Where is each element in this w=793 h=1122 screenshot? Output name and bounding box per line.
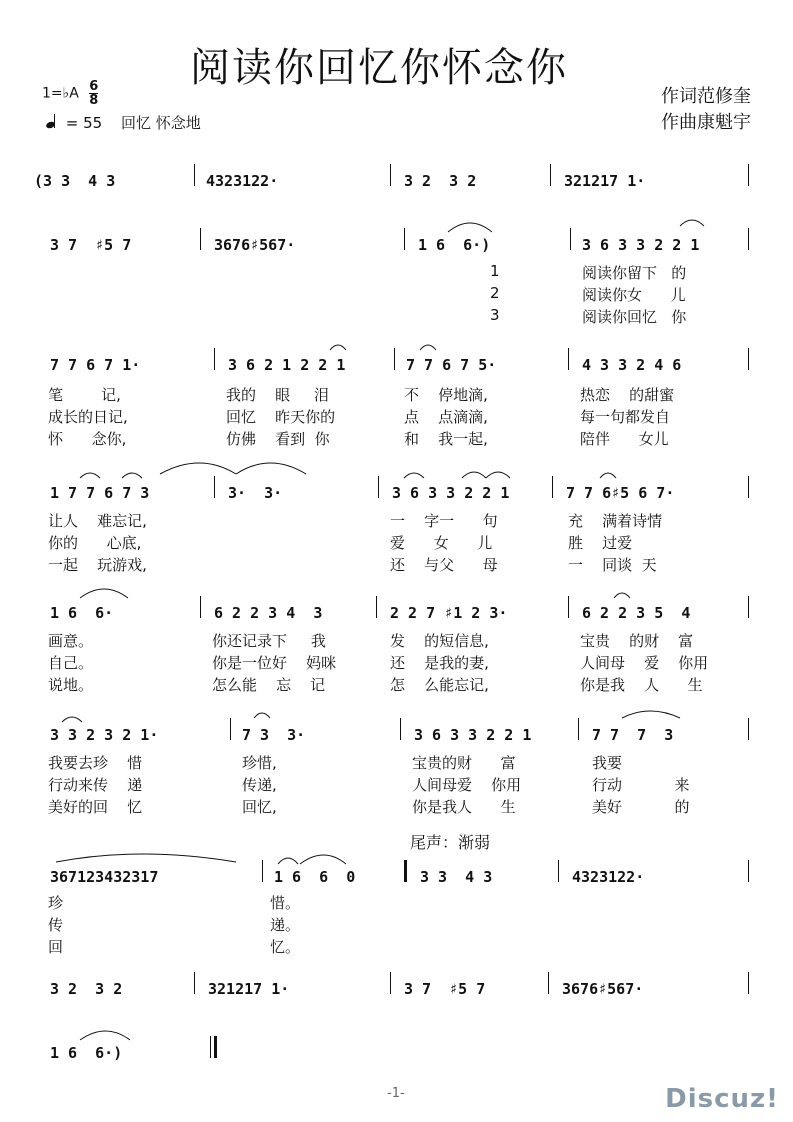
measure: 1 7 7 6 7 3 [50, 484, 150, 502]
lyric-line: 还 与父 母 [390, 556, 498, 574]
lyric-line: 成长的日记, [48, 408, 128, 426]
lyric-line: 回忆 昨天你的 [226, 408, 336, 426]
lyric-line: 递。 [270, 916, 301, 934]
key-tonic: 1=♭A [42, 85, 79, 102]
measure: 4323122· [206, 172, 279, 190]
measure: 321217 1· [208, 980, 290, 998]
lyric-line: 一 字一 句 [390, 512, 498, 530]
lyric-line: 我要去珍 惜 [48, 754, 143, 772]
lyric-line: 陪伴 女儿 [580, 430, 669, 448]
repeat-barline [404, 860, 407, 882]
lyric-line: 说地。 [48, 676, 94, 694]
lyric-line: 宝贵 的财 富 [580, 632, 694, 650]
lyric-line: 你是我人 生 [412, 798, 516, 816]
verse-number: 3 [490, 306, 500, 324]
measure: 321217 1· [564, 172, 646, 190]
watermark-logo: Discuz! [665, 1084, 779, 1114]
measure: 6 2 2 3 5 4 [582, 604, 691, 622]
measure: 1 6 6·) [418, 236, 491, 254]
lyric-line: 惜。 [270, 894, 301, 912]
lyric-line: 画意。 [48, 632, 94, 650]
lyric-line: 自己。 [48, 654, 94, 672]
measure: 3 2 3 2 [404, 172, 477, 190]
lyric-line: 传递, [242, 776, 277, 794]
measure: 3 3 4 3 [420, 868, 493, 886]
lyric-line: 和 我一起, [404, 430, 488, 448]
lyric-line: 让人 难忘记, [48, 512, 147, 530]
lyric-line: 爱 女 儿 [390, 534, 493, 552]
time-signature [89, 80, 98, 107]
lyric-line: 你的 心底, [48, 534, 142, 552]
lyric-line: 点 点滴滴, [404, 408, 488, 426]
measure: 3 7 ♯5 7 [404, 980, 486, 998]
lyric-line: 每一句都发自 [580, 408, 671, 426]
measure: 3 6 3 3 2 2 1 [582, 236, 700, 254]
verse-number: 2 [490, 284, 500, 302]
measure: 7 7 6 7 1· [50, 356, 141, 374]
lyric-line: 你是我 人 生 [580, 676, 703, 694]
measure: 1 6 6·) [50, 1044, 123, 1062]
time-signature-bottom: 8 [89, 93, 99, 108]
measure: 2 2 7 ♯1 2 3· [390, 604, 508, 622]
measure: 4323122· [572, 868, 645, 886]
verse-number: 1 [490, 262, 500, 280]
tempo-marking [46, 112, 201, 133]
measure: 1 6 6· [50, 604, 114, 622]
lyric-line: 充 满着诗情 [568, 512, 663, 530]
lyric-line: 传 [48, 916, 64, 934]
lyric-line: 宝贵的财 富 [412, 754, 516, 772]
measure: 4 3 3 2 4 6 [582, 356, 682, 374]
measure: (3 3 4 3 [34, 172, 116, 190]
measure: 1 6 6 0 [274, 868, 356, 886]
lyric-line: 阅读你女 儿 [582, 286, 686, 304]
lyric-line: 珍惜, [242, 754, 277, 772]
lyric-line: 美好 的 [592, 798, 690, 816]
lyric-line: 回忆, [242, 798, 277, 816]
composer-credit: 作曲康魁宇 [661, 112, 751, 133]
lyric-line: 怎 么能忘记, [390, 676, 489, 694]
lyric-line: 我的 眼 泪 [226, 386, 329, 404]
song-title: 阅读你回忆你怀念你 [190, 45, 568, 91]
lyric-line: 行动来传 递 [48, 776, 143, 794]
lyric-line: 胜 过爱 [568, 534, 633, 552]
coda-label: 尾声：渐弱 [410, 833, 491, 852]
lyric-line: 行动 来 [592, 776, 690, 794]
lyric-line: 仿佛 看到 你 [226, 430, 330, 448]
lyric-line: 一 同谈 天 [568, 556, 657, 574]
measure: 3676♯567· [214, 236, 296, 254]
lyric-line: 阅读你留下 的 [582, 264, 687, 282]
lyric-line: 美好的回 忆 [48, 798, 143, 816]
measure: 7 7 6 7 5· [406, 356, 497, 374]
measure: 7 3 3· [242, 726, 306, 744]
lyric-line: 不 停地滴, [404, 386, 488, 404]
measure: 3 6 3 3 2 2 1 [414, 726, 532, 744]
measure: 3 2 3 2 [50, 980, 123, 998]
lyric-line: 一起 玩游戏, [48, 556, 147, 574]
lyric-line: 人间母 爱 你用 [580, 654, 709, 672]
key-signature [42, 80, 98, 107]
measure: 3 3 2 3 2 1· [50, 726, 159, 744]
lyric-line: 笔 记, [48, 386, 121, 404]
lyric-line: 怎么能 忘 记 [212, 676, 326, 694]
lyric-line: 人间母爱 你用 [412, 776, 522, 794]
lyric-line: 忆。 [270, 938, 301, 956]
measure: 367123432317 [50, 868, 159, 886]
measure: 3676♯567· [562, 980, 644, 998]
lyric-line: 你是一位好 妈咪 [212, 654, 337, 672]
measure: 3 7 ♯5 7 [50, 236, 132, 254]
lyric-line: 发 的短信息, [390, 632, 489, 650]
lyric-line: 回 [48, 938, 64, 956]
lyric-line: 热恋 的甜蜜 [580, 386, 675, 404]
measure: 3 6 2 1 2 2 1 [228, 356, 346, 374]
measure: 3· 3· [228, 484, 283, 502]
lyric-line: 珍 [48, 894, 64, 912]
measure: 7 7 7 3 [592, 726, 674, 744]
lyric-line: 阅读你回忆 你 [582, 308, 687, 326]
measure: 6 2 2 3 4 3 [214, 604, 323, 622]
measure: 3 6 3 3 2 2 1 [392, 484, 510, 502]
lyric-line: 还 是我的妻, [390, 654, 489, 672]
time-signature-top: 6 [89, 79, 99, 94]
lyric-line: 你还记录下 我 [212, 632, 326, 650]
lyric-line: 我要 [592, 754, 623, 772]
measure: 7 7 6♯5 6 7· [566, 484, 675, 502]
tempo-expression: 回忆 怀念地 [121, 114, 201, 132]
lyric-line: 怀 念你, [48, 430, 127, 448]
page-number: -1- [387, 1086, 405, 1101]
final-barline [210, 1036, 211, 1058]
tempo-bpm: = 55 [65, 114, 103, 132]
lyricist-credit: 作词范修奎 [661, 86, 751, 107]
